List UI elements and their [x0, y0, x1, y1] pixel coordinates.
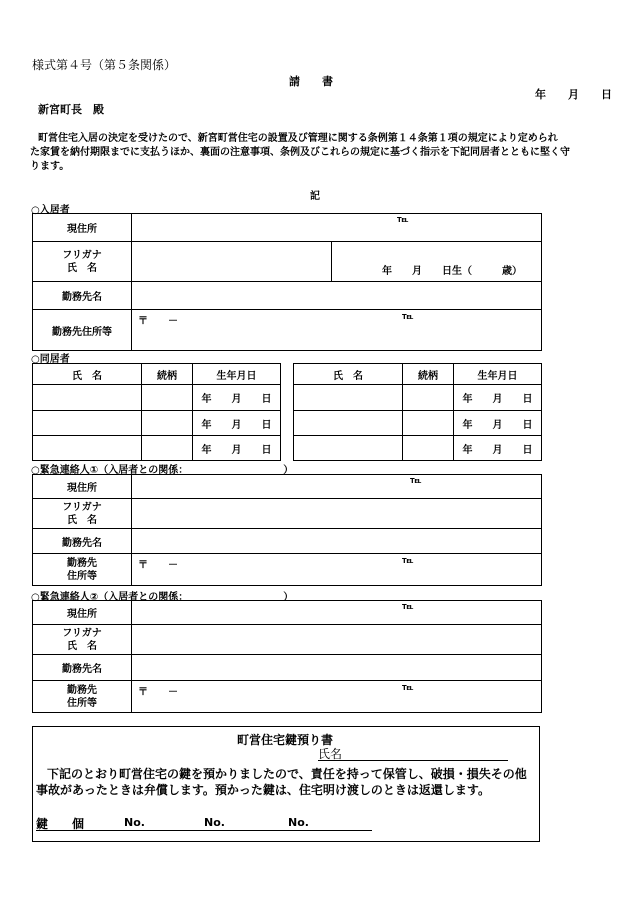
- cohabitants-table-left: [32, 363, 281, 461]
- col-header-name: 氏 名: [294, 364, 403, 385]
- tenant-birth-field[interactable]: [332, 242, 542, 282]
- cohabitant-name-cell[interactable]: [294, 385, 403, 411]
- tenant-birth-text: 年 月 日生（ 歳）: [382, 266, 522, 277]
- tel-label: ℡: [402, 683, 414, 693]
- emergency2-table: [32, 600, 542, 713]
- emergency2-address-label: 現住所: [33, 601, 132, 625]
- col-header-birthdate: 生年月日: [193, 364, 281, 385]
- tenant-workplace-field[interactable]: [132, 282, 542, 310]
- tel-label: ℡: [402, 602, 414, 612]
- key-no-3: No.: [288, 816, 309, 829]
- key-receipt-text-line-1: 下記のとおり町営住宅の鍵を預かりましたので、責任を持って保管し、破損・損失その他: [47, 767, 527, 781]
- emergency2-address-field[interactable]: [132, 601, 542, 625]
- emergency1-name-label: [33, 499, 132, 529]
- postal-mark: 〒 －: [138, 687, 178, 698]
- emergency2-work-label-line2: 住所等: [67, 697, 97, 709]
- emergency1-work-address-label: [33, 554, 132, 586]
- tenant-table: [32, 213, 542, 351]
- emergency2-name-field[interactable]: [132, 625, 542, 655]
- cohabitant-birthdate-cell[interactable]: 年 月 日: [454, 385, 542, 411]
- postal-mark: 〒 －: [138, 316, 178, 327]
- date-line: 年 月 日: [535, 88, 612, 101]
- emergency2-workplace-label: 勤務先名: [33, 655, 132, 681]
- cohabitant-name-cell[interactable]: [33, 411, 142, 436]
- key-receipt-name-label: 氏名: [318, 747, 343, 761]
- cohabitant-relation-cell[interactable]: [403, 385, 454, 411]
- emergency1-name-field[interactable]: [132, 499, 542, 529]
- emergency2-name-label: [33, 625, 132, 655]
- cohabitant-name-cell[interactable]: [294, 411, 403, 436]
- cohabitant-name-cell[interactable]: [294, 436, 403, 461]
- col-header-relation: 続柄: [403, 364, 454, 385]
- emergency1-work-label-line2: 住所等: [67, 570, 97, 582]
- postal-mark: 〒 －: [138, 560, 178, 571]
- emergency1-workplace-field[interactable]: [132, 529, 542, 554]
- ki-label: 記: [310, 191, 320, 202]
- cohabitant-relation-cell[interactable]: [142, 411, 193, 436]
- cohabitant-birthdate-cell[interactable]: 年 月 日: [193, 436, 281, 461]
- col-header-birthdate: 生年月日: [454, 364, 542, 385]
- emergency1-workplace-label: 勤務先名: [33, 529, 132, 554]
- emergency2-section-title: ○緊急連絡人②（入居者との関係： ）: [31, 592, 294, 603]
- tel-label: ℡: [402, 312, 414, 322]
- key-no-1: No.: [124, 816, 145, 829]
- cohabitants-table-right: [293, 363, 542, 461]
- tenant-section-title: ○入居者: [31, 205, 70, 216]
- cohabitant-name-cell[interactable]: [33, 436, 142, 461]
- emergency1-address-field[interactable]: [132, 475, 542, 499]
- emergency2-work-address-label: [33, 681, 132, 713]
- key-receipt-text-line-2: 事故があったときは弁償します。預かった鍵は、住宅明け渡しのときは返還します。: [36, 783, 490, 797]
- emergency1-table: [32, 474, 542, 586]
- form-number: 様式第４号（第５条関係）: [32, 58, 177, 72]
- body-text-line-1: 町営住宅入居の決定を受けたので、新宮町営住宅の設置及び管理に関する条例第１４条第１項の規定により定められ: [38, 133, 558, 144]
- key-count-label: 鍵 個: [36, 817, 85, 831]
- tenant-address-label: 現住所: [33, 214, 132, 242]
- body-text-line-3: ります。: [30, 161, 70, 172]
- cohabitant-name-cell[interactable]: [33, 385, 142, 411]
- emergency2-workplace-field[interactable]: [132, 655, 542, 681]
- cohabitant-birthdate-cell[interactable]: 年 月 日: [454, 411, 542, 436]
- tenant-address-field[interactable]: [132, 214, 542, 242]
- tenant-furigana-label: フリガナ: [62, 249, 102, 261]
- col-header-name: 氏 名: [33, 364, 142, 385]
- tenant-name-text: 氏 名: [67, 262, 97, 274]
- document-title: 請 書: [289, 75, 333, 88]
- cohabitant-relation-cell[interactable]: [403, 411, 454, 436]
- tel-label: ℡: [397, 215, 409, 225]
- emergency1-furigana-label: フリガナ: [62, 501, 102, 513]
- cohabitant-birthdate-cell[interactable]: 年 月 日: [193, 411, 281, 436]
- key-no-2: No.: [204, 816, 225, 829]
- col-header-relation: 続柄: [142, 364, 193, 385]
- cohabitants-section-title: ○同居者: [31, 354, 70, 365]
- emergency1-name-text: 氏 名: [67, 514, 97, 526]
- tenant-name-label: [33, 242, 132, 282]
- key-receipt-name-line[interactable]: [318, 745, 508, 761]
- cohabitant-birthdate-cell[interactable]: 年 月 日: [193, 385, 281, 411]
- body-text-line-2: た家賃を納付期限までに支払うほか、裏面の注意事項、条例及びこれらの規定に基づく指示を下記同居者とともに堅く守: [30, 147, 570, 158]
- key-receipt-title: 町営住宅鍵預り書: [237, 733, 334, 747]
- emergency1-section-title: ○緊急連絡人①（入居者との関係： ）: [31, 465, 294, 476]
- emergency1-address-label: 現住所: [33, 475, 132, 499]
- tenant-work-address-field[interactable]: [132, 310, 542, 351]
- tenant-name-field[interactable]: [132, 242, 332, 282]
- cohabitant-relation-cell[interactable]: [403, 436, 454, 461]
- emergency1-work-address-field[interactable]: [132, 554, 542, 586]
- emergency2-furigana-label: フリガナ: [62, 627, 102, 639]
- tenant-work-address-label: 勤務先住所等: [33, 310, 132, 351]
- cohabitant-relation-cell[interactable]: [142, 436, 193, 461]
- emergency1-work-label-line1: 勤務先: [67, 557, 97, 569]
- addressee: 新宮町長 殿: [38, 103, 104, 116]
- cohabitant-birthdate-cell[interactable]: 年 月 日: [454, 436, 542, 461]
- tenant-workplace-label: 勤務先名: [33, 282, 132, 310]
- emergency2-work-address-field[interactable]: [132, 681, 542, 713]
- cohabitant-relation-cell[interactable]: [142, 385, 193, 411]
- tel-label: ℡: [410, 476, 422, 486]
- emergency2-name-text: 氏 名: [67, 640, 97, 652]
- tel-label: ℡: [402, 556, 414, 566]
- emergency2-work-label-line1: 勤務先: [67, 684, 97, 696]
- key-receipt-box: [32, 726, 540, 842]
